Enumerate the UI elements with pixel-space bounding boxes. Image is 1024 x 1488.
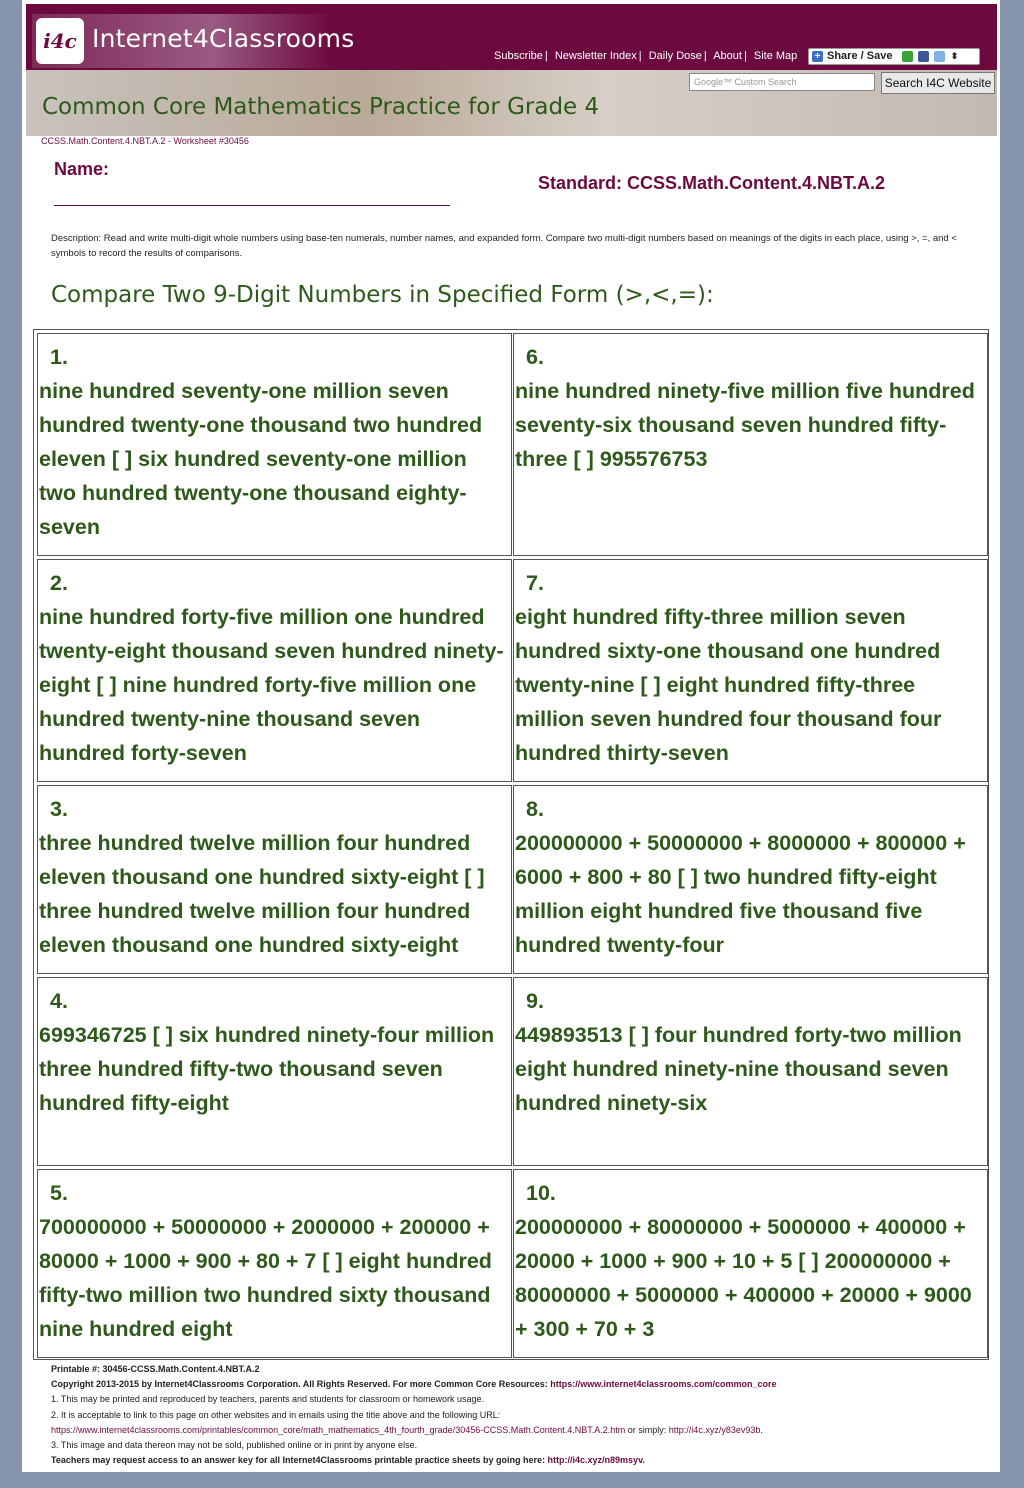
standard-label: Standard: CCSS.Math.Content.4.NBT.A.2 xyxy=(538,173,886,193)
answer-key-link[interactable]: http://i4c.xyz/n89msyv xyxy=(547,1455,643,1466)
page-title: Common Core Mathematics Practice for Grade 4 xyxy=(42,94,600,120)
name-label: Name: xyxy=(54,159,110,179)
problem-number: 4. xyxy=(50,989,68,1013)
logo-text: Internet4Classrooms xyxy=(92,24,355,53)
problem-number: 10. xyxy=(526,1181,556,1205)
answer-key-end: . xyxy=(642,1455,645,1466)
problem-text: 200000000 + 50000000 + 8000000 + 800000 + 6000 + 800 + 80 [ ] two hundred fifty-eight million eight hundred five thousand five hundred twenty-four xyxy=(515,831,966,957)
problem-number: 8. xyxy=(526,797,544,821)
usage-note-3: 3. This image and data thereon may not be sold, published online or in print by anyone else. xyxy=(51,1440,418,1451)
problem-cell xyxy=(37,559,512,782)
share-dropdown-icon[interactable]: ⬍ xyxy=(950,51,959,61)
section-title: Compare Two 9-Digit Numbers in Specified Form (>,<,=): xyxy=(51,282,714,308)
share-plus-icon: + xyxy=(812,51,823,62)
copyright-line xyxy=(51,1377,991,1392)
logo-mark: i4c xyxy=(36,18,84,64)
problems-table xyxy=(33,329,989,1360)
worksheet-page xyxy=(22,0,1000,1472)
problem-text: nine hundred seventy-one million seven hundred twenty-one thousand two hundred eleven [ ] six hundred seventy-one million two hundred twenty-one thousand eighty- seven xyxy=(39,379,483,539)
url-end: . xyxy=(760,1424,763,1435)
problem-text: nine hundred forty-five million one hundred twenty-eight thousand seven hundred ninety- eight [ ] nine hundred forty-five million one hundred twenty-nine thousand seven hundred forty-seven xyxy=(39,605,504,765)
nav-separator: | xyxy=(703,50,707,62)
usage-note-2: 2. It is acceptable to link to this page on other websites and in emails using the title above and the following URL: xyxy=(51,1409,501,1420)
share-save-button[interactable] xyxy=(808,48,980,65)
search-button[interactable]: Search I4C Website xyxy=(881,72,995,94)
site-logo[interactable] xyxy=(32,14,355,68)
problem-cell xyxy=(37,1169,512,1358)
nav-site-map[interactable]: Site Map xyxy=(753,50,798,62)
copyright-text: Copyright 2013-2015 by Internet4Classrooms Corporation. All Rights Reserved. For more Common Core Resources: xyxy=(51,1379,551,1390)
common-core-link[interactable]: https://www.internet4classrooms.com/common_core xyxy=(550,1379,777,1390)
nav-separator: | xyxy=(544,50,548,62)
answer-key-text: Teachers may request access to an answer key for all Internet4Classrooms printable practice sheets by going here: xyxy=(51,1455,548,1466)
problem-cell xyxy=(513,977,988,1166)
printable-number: Printable #: 30456-CCSS.Math.Content.4.NBT.A.2 xyxy=(51,1364,260,1374)
site-header xyxy=(26,4,997,70)
share-email-icon[interactable] xyxy=(902,51,913,62)
problem-cell xyxy=(513,333,988,556)
nav-newsletter-index[interactable]: Newsletter Index xyxy=(554,50,637,62)
problem-text: nine hundred ninety-five million five hundred seventy-six thousand seven hundred fifty- three [ ] 995576753 xyxy=(515,379,975,471)
footer xyxy=(51,1362,991,1468)
worksheet-url-link[interactable]: https://www.internet4classrooms.com/printables/common_core/math_mathematics_4th_fourth_grade/30456-CCSS.Math.Content.4.NBT.A.2.htm xyxy=(51,1424,626,1435)
problem-cell xyxy=(37,333,512,556)
nav-about[interactable]: About xyxy=(713,50,742,62)
problem-text: 699346725 [ ] six hundred ninety-four million three hundred fifty-two thousand seven hundred fifty-eight xyxy=(39,1023,495,1115)
url-or-text: or simply: xyxy=(625,1424,669,1435)
description: Description: Read and write multi-digit whole numbers using base-ten numerals, number names, and expanded form. Compare two multi-digit numbers based on meanings of the digits in each place, using >, =, and < symbols to record the results of comparisons. xyxy=(51,233,957,259)
nav-daily-dose[interactable]: Daily Dose xyxy=(648,50,702,62)
nav-separator: | xyxy=(638,50,642,62)
problem-number: 9. xyxy=(526,989,544,1013)
problem-cell xyxy=(513,559,988,782)
nav-separator: | xyxy=(743,50,747,62)
problem-text: 700000000 + 50000000 + 2000000 + 200000 + 80000 + 1000 + 900 + 80 + 7 [ ] eight hundred fifty-two million two hundred sixty thousand nine hundred eight xyxy=(39,1215,492,1341)
problem-cell xyxy=(37,785,512,974)
name-line xyxy=(54,205,450,206)
answer-key-line xyxy=(51,1453,991,1468)
breadcrumb: CCSS.Math.Content.4.NBT.A.2 - Worksheet #30456 xyxy=(41,136,249,146)
short-url-link[interactable]: http://i4c.xyz/y83ev93b xyxy=(668,1424,761,1435)
problem-text: eight hundred fifty-three million seven hundred sixty-one thousand one hundred twenty-nine [ ] eight hundred fifty-three million seven hundred four thousand four hundred thirty-seven xyxy=(515,605,942,765)
problem-cell xyxy=(513,785,988,974)
problem-number: 7. xyxy=(526,571,544,595)
problem-number: 5. xyxy=(50,1181,68,1205)
problem-number: 6. xyxy=(526,345,544,369)
usage-note-1: 1. This may be printed and reproduced by teachers, parents and students for classroom or homework usage. xyxy=(51,1394,485,1405)
problem-number: 1. xyxy=(50,345,68,369)
twitter-icon[interactable] xyxy=(934,51,945,62)
usage-note-2-urls xyxy=(51,1423,991,1438)
search-input[interactable]: Google™ Custom Search xyxy=(689,73,875,91)
nav-subscribe[interactable]: Subscribe xyxy=(494,50,543,62)
problem-cell xyxy=(513,1169,988,1358)
top-nav xyxy=(494,50,797,62)
facebook-icon[interactable] xyxy=(918,51,929,62)
problem-number: 2. xyxy=(50,571,68,595)
problem-text: 200000000 + 80000000 + 5000000 + 400000 + 20000 + 1000 + 900 + 10 + 5 [ ] 200000000 + 80000000 + 5000000 + 400000 + 20000 + 9000 + 300 + 70 + 3 xyxy=(515,1215,972,1341)
problem-cell xyxy=(37,977,512,1166)
problem-number: 3. xyxy=(50,797,68,821)
problem-text: three hundred twelve million four hundred eleven thousand one hundred sixty-eight [ ] three hundred twelve million four hundred eleven thousand one hundred sixty-eight xyxy=(39,831,485,957)
problem-text: 449893513 [ ] four hundred forty-two million eight hundred ninety-nine thousand seven hundred ninety-six xyxy=(515,1023,962,1115)
share-label: Share / Save xyxy=(827,50,893,62)
